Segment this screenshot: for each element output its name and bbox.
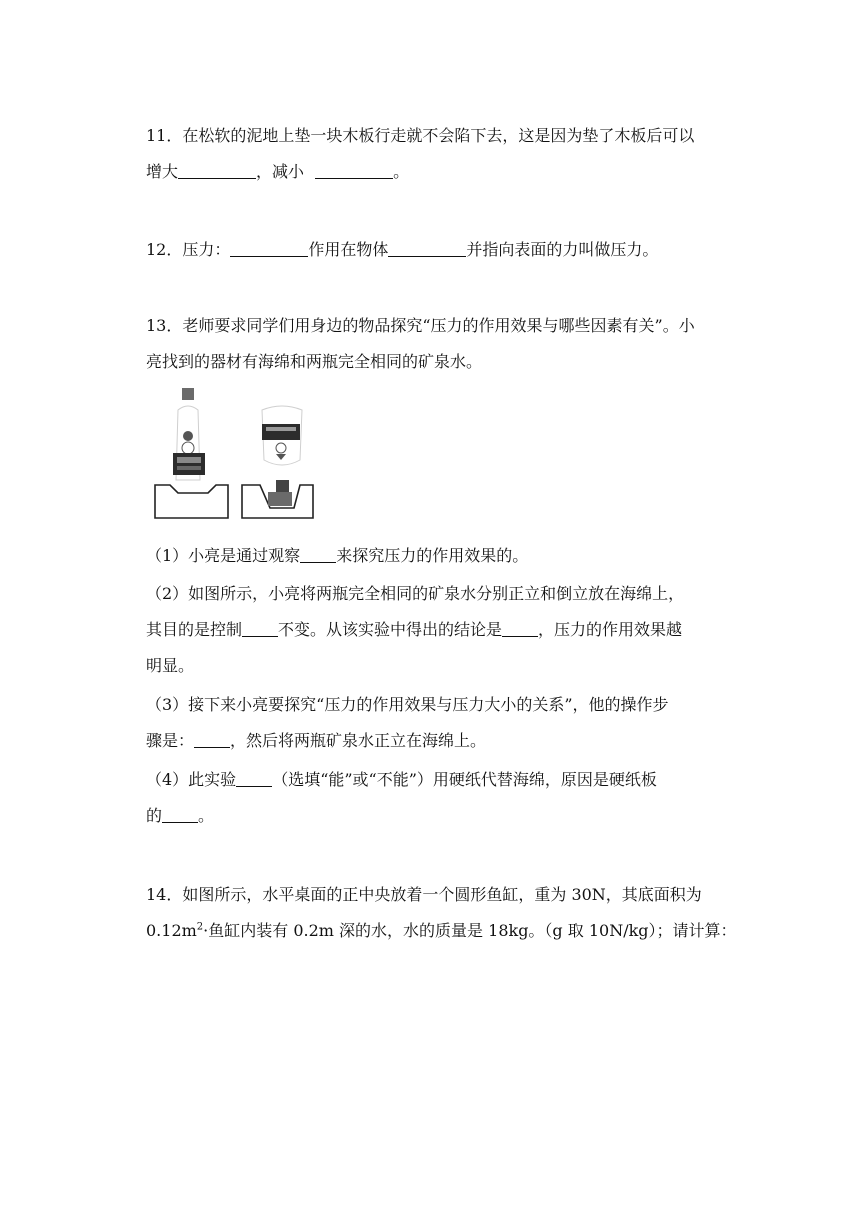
q11-blank-2[interactable] — [315, 162, 393, 179]
q11-line2 — [146, 162, 409, 182]
q13-line2 — [146, 352, 482, 372]
q14-text-1: 14．如图所示，水平桌面的正中央放着一个圆形鱼缸，重为 30N，其底面积为 — [146, 885, 702, 904]
q12-blank-2[interactable] — [388, 240, 466, 257]
q13-p3-text-1: （3）接下来小亮要探究“压力的作用效果与压力大小的关系”，他的操作步 — [146, 695, 669, 714]
q13-blank-p4-2[interactable] — [162, 806, 198, 823]
q14-superscript: 2 — [196, 921, 204, 933]
q13-p4-a: （4）此实验 — [146, 770, 237, 789]
q13-p1-b: 来探究压力的作用效果的。 — [336, 546, 529, 565]
q13-blank-p4-1[interactable] — [236, 770, 272, 787]
q11-text-2c: 。 — [393, 162, 410, 181]
q13-p2-b: 不变。从该实验中得出的结论是 — [278, 620, 503, 639]
q13-text-1: 13．老师要求同学们用身边的物品探究“压力的作用效果与哪些因素有关”。小 — [146, 316, 695, 335]
bottles-on-sponge-figure — [150, 380, 325, 525]
q13-line1 — [146, 316, 695, 336]
q14-line2 — [146, 921, 737, 941]
q13-blank-p3[interactable] — [194, 731, 230, 748]
q11-blank-1[interactable] — [178, 162, 256, 179]
q13-p4-c: 的 — [146, 806, 163, 825]
q14-line1 — [146, 885, 702, 905]
q13-p2-a: 其目的是控制 — [146, 620, 243, 639]
q12-line — [146, 240, 658, 260]
q13-p4-d: 。 — [198, 806, 215, 825]
upright-bottle-icon — [173, 388, 205, 480]
q13-p2-text-1: （2）如图所示，小亮将两瓶完全相同的矿泉水分别正立和倒立放在海绵上， — [146, 584, 685, 603]
q13-part2-line3 — [146, 656, 194, 676]
q13-part1 — [146, 546, 528, 566]
q13-blank-p2-1[interactable] — [242, 620, 278, 637]
q12-text-b: 作用在物体 — [308, 240, 389, 259]
q11-line1 — [146, 126, 694, 146]
q13-part4-line1 — [146, 770, 657, 790]
left-sponge — [155, 485, 228, 518]
q13-blank-p2-2[interactable] — [502, 620, 538, 637]
inverted-bottle-icon — [262, 406, 302, 492]
q13-part2-line1 — [146, 584, 684, 604]
q13-blank-p1[interactable] — [300, 546, 336, 563]
q14-text-2b: ·鱼缸内装有 0.2m 深的水，水的质量是 18kg。（g 取 10N/kg）；请计算： — [203, 921, 737, 940]
q13-text-2: 亮找到的器材有海绵和两瓶完全相同的矿泉水。 — [146, 352, 483, 371]
q13-part2-line2 — [146, 620, 682, 640]
q11-text-1: 11．在松软的泥地上垫一块木板行走就不会陷下去，这是因为垫了木板后可以 — [146, 126, 695, 145]
q13-part3-line1 — [146, 695, 669, 715]
q13-p2-c: ，压力的作用效果越 — [538, 620, 683, 639]
q12-text-c: 并指向表面的力叫做压力。 — [466, 240, 659, 259]
q13-p3-b: ，然后将两瓶矿泉水正立在海绵上。 — [230, 731, 487, 750]
q13-p3-a: 骤是： — [146, 731, 195, 750]
q12-blank-1[interactable] — [230, 240, 308, 257]
q11-text-2b: ，减小 — [256, 162, 310, 181]
q13-p2-text-3: 明显。 — [146, 656, 195, 675]
q11-text-2a: 增大 — [146, 162, 179, 181]
q13-p4-b: （选填“能”或“不能”）用硬纸代替海绵，原因是硬纸板 — [272, 770, 657, 789]
q14-text-2a: 0.12m — [146, 921, 197, 940]
q13-p1-a: （1）小亮是通过观察 — [146, 546, 301, 565]
q12-text-a: 12．压力： — [146, 240, 231, 259]
q13-part3-line2 — [146, 731, 486, 751]
q13-part4-line2 — [146, 806, 214, 826]
